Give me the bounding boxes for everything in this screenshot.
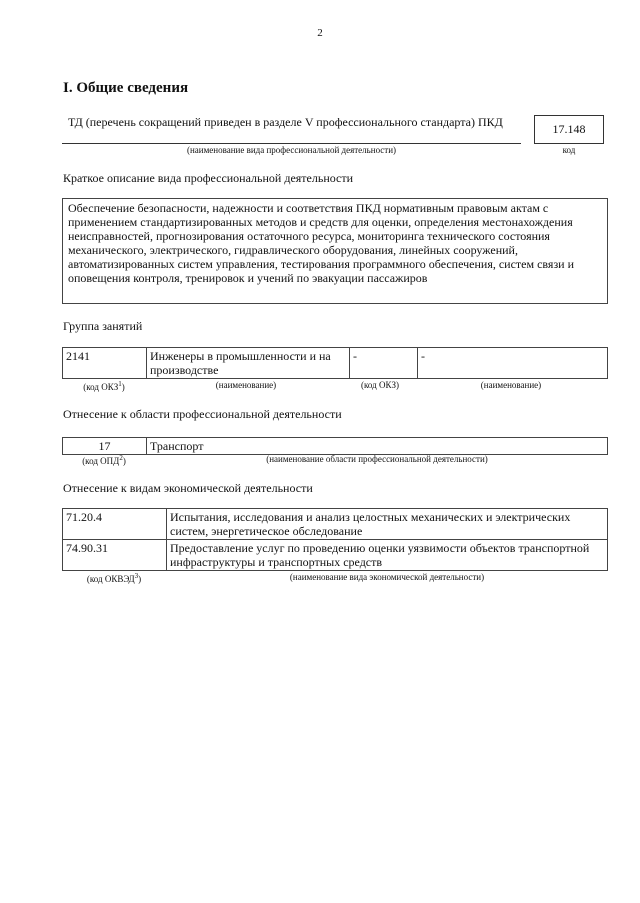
occupation-group-label: Группа занятий bbox=[63, 319, 143, 333]
activity-name-caption: (наименование вида профессиональной деятельности) bbox=[186, 145, 397, 155]
short-description-box: Обеспечение безопасности, надежности и соответствия ПКД нормативным правовым актам с применением стандартизированных методов и средств для оценки, определения местонахождения неисправностей, прогнозирования остаточного ресурса, мониторинга технического состояния механического, электрического, гидравлического оборудования, линейных сооружений, автоматизированных систем управления, тестирования программного обеспечения, систем связи и оповещения контроля, тренировок и учений по эвакуации пассажиров bbox=[62, 198, 608, 304]
economic-activity-name-cell: Испытания, исследования и анализ целостных механических и электрических систем, энергетическое обследование bbox=[167, 509, 608, 540]
okz-code-caption: (код ОКЗ$^1$) bbox=[83, 380, 125, 392]
economic-activity-name-cell: Предоставление услуг по проведению оценки уязвимости объектов транспортной инфраструктуры и транспортных средств bbox=[167, 540, 608, 571]
section-title: I. Общие сведения bbox=[63, 80, 189, 96]
activity-underline bbox=[62, 143, 521, 144]
okz-code-caption-2: (код ОКЗ) bbox=[361, 380, 399, 390]
economic-activity-table bbox=[62, 508, 608, 571]
economic-activity-label: Отнесение к видам экономической деятельности bbox=[63, 481, 313, 495]
economic-activity-name-caption: (наименование вида экономической деятельности) bbox=[289, 572, 485, 582]
okved-code-cell: 74.90.31 bbox=[63, 540, 167, 571]
table-row bbox=[63, 348, 608, 379]
prof-area-name-caption: (наименование области профессиональной деятельности) bbox=[266, 454, 488, 464]
occupation-name-caption-2: (наименование) bbox=[480, 380, 542, 390]
occupation-group-table bbox=[62, 347, 608, 379]
prof-area-table bbox=[62, 437, 608, 455]
page-number: 2 bbox=[317, 27, 323, 39]
activity-name: ТД (перечень сокращений приведен в разделе V профессионального стандарта) ПКД bbox=[68, 115, 503, 129]
table-row bbox=[63, 509, 608, 540]
occupation-name-cell-2: - bbox=[418, 348, 608, 379]
table-row bbox=[63, 540, 608, 571]
okz-code-cell: 2141 bbox=[63, 348, 147, 379]
occupation-name-caption: (наименование) bbox=[215, 380, 277, 390]
prof-area-label: Отнесение к области профессиональной деятельности bbox=[63, 407, 342, 421]
table-row bbox=[63, 438, 608, 455]
occupation-name-cell: Инженеры в промышленности и на производстве bbox=[147, 348, 350, 379]
opd-code-caption: (код ОПД$^2$) bbox=[82, 454, 126, 466]
activity-code-caption: код bbox=[562, 145, 576, 155]
code-underline bbox=[534, 143, 604, 144]
activity-code: 17.148 bbox=[552, 122, 586, 136]
opd-code-cell: 17 bbox=[63, 438, 147, 455]
okved-code-cell: 71.20.4 bbox=[63, 509, 167, 540]
prof-area-name-cell: Транспорт bbox=[147, 438, 608, 455]
okved-code-caption: (код ОКВЭД$^3$) bbox=[86, 572, 142, 584]
short-description-label: Краткое описание вида профессиональной деятельности bbox=[63, 171, 354, 185]
activity-code-box bbox=[534, 115, 604, 144]
okz-code-cell-2: - bbox=[350, 348, 418, 379]
